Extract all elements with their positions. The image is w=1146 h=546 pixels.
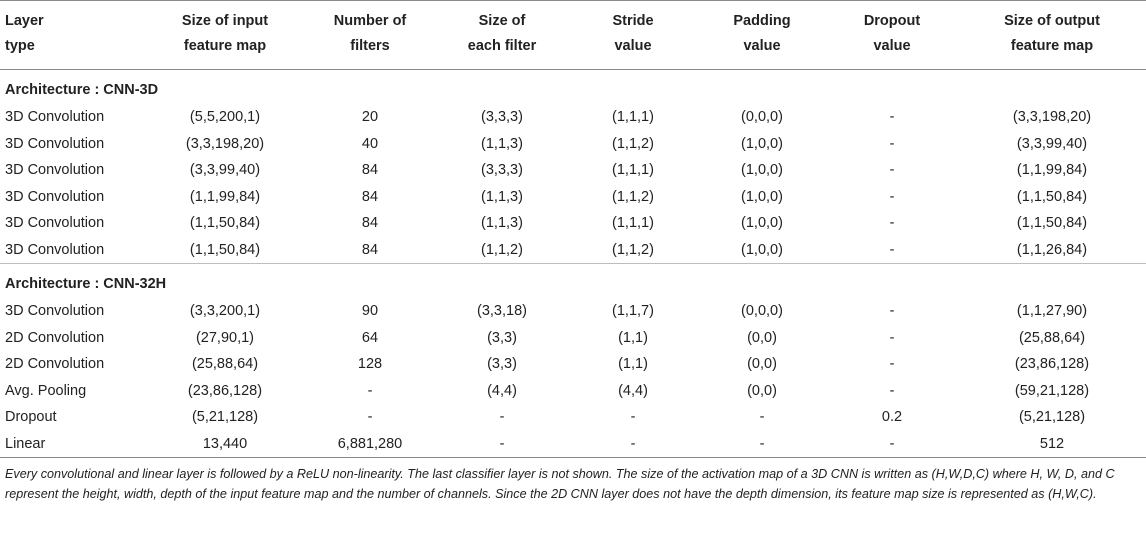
table-cell: (1,1,50,84) [189,241,261,258]
table-cell: (1,1) [618,329,648,346]
table-cell: (1,1,99,84) [1016,162,1088,178]
table-cell: (1,0,0) [741,135,783,152]
table-cell: (3,3) [487,329,517,346]
table-cell: Linear [5,435,46,452]
table-cell: (1,1,2) [612,135,654,152]
table-cell: - [889,215,895,231]
table-cell: (1,1,99,84) [189,188,261,205]
table-cell: 3D Convolution [5,162,105,178]
table-cell: - [889,109,895,125]
table-cell: (1,1,1) [612,109,654,125]
table-cell: (4,4) [618,382,648,399]
table-cell: (1,1,3) [481,188,523,205]
table-cell: 512 [1039,435,1065,452]
table-cell: (0,0,0) [741,109,783,125]
table-cell: (1,0,0) [741,215,783,231]
table-cell: - [499,409,505,425]
table-row [0,325,1146,352]
table-cell: (0,0) [747,382,777,399]
table-cell: 3D Convolution [5,303,105,319]
table-cell: (1,1,50,84) [1016,188,1088,205]
table-cell: (4,4) [487,382,517,399]
table-cell: 3D Convolution [5,215,105,231]
table-cell: 3D Convolution [5,188,105,205]
table-cell: (3,3,99,40) [1016,135,1088,152]
table-row [0,431,1146,458]
table-cell: - [889,435,895,452]
table-cell: 13,440 [202,435,248,452]
header-num-filters: Number of filters [333,13,407,54]
table-cell: (3,3,198,20) [185,135,265,152]
table-cell: Avg. Pooling [5,382,87,399]
table-cell: (1,1,50,84) [189,215,261,231]
table-cell: (23,86,128) [187,382,263,399]
table-cell: - [889,356,895,372]
header-layer-type: Layer type [5,13,44,54]
table-cell: (23,86,128) [1014,356,1090,372]
table-cell: (1,1,27,90) [1016,303,1088,319]
table-cell: (1,1,1) [612,162,654,178]
header-padding: Padding value [733,13,791,54]
table-cell: (1,0,0) [741,162,783,178]
table-cell: 40 [361,135,379,152]
section-title-row [0,70,1146,105]
table-cell: - [499,435,505,452]
table-cell: (1,1,26,84) [1016,241,1088,258]
table-cell: (59,21,128) [1014,382,1090,399]
table-cell: 84 [361,188,379,205]
table-cell: 3D Convolution [5,135,105,152]
table-footnote: Every convolutional and linear layer is followed by a ReLU non-linearity. The last classifier layer is not shown. The size of the activation map of a 3D CNN is written as (H,W,D,C) where H, W, D, and C represent the height, width, depth of the input feature map and the number of channels. Since the 2D CNN layer does not have the depth dimension, its feature map size is represented as (H,W,C). [5,467,1115,501]
table-cell: - [889,135,895,152]
table-cell: 84 [361,162,379,178]
table-cell: (1,1,2) [481,241,523,258]
table-cell: (1,1,3) [481,135,523,152]
table-cell: 84 [361,215,379,231]
table-cell: 128 [357,356,383,372]
section-title: Architecture : CNN-3D [5,82,159,98]
table-cell: 3D Convolution [5,241,105,258]
table-cell: (3,3,200,1) [189,303,261,319]
table-cell: (3,3) [487,356,517,372]
table-cell: Dropout [5,409,57,425]
table-cell: - [889,329,895,346]
table-cell: 64 [361,329,379,346]
table-cell: - [630,435,636,452]
table-cell: 3D Convolution [5,109,105,125]
table-cell: (3,3,18) [477,303,527,319]
table-cell: (1,1,2) [612,241,654,258]
section-title: Architecture : CNN-32H [5,276,167,292]
table-cell: (1,1,3) [481,215,523,231]
table-cell: (1,0,0) [741,241,783,258]
table-cell: (5,5,200,1) [189,109,261,125]
table-cell: (1,1,2) [612,188,654,205]
header-stride: Stride value [612,13,654,54]
table-cell: (5,21,128) [191,409,259,425]
table-row [0,184,1146,211]
table-cell: (3,3,99,40) [189,162,261,178]
table-row [0,131,1146,158]
table-cell: 6,881,280 [337,435,403,452]
table-cell: (27,90,1) [195,329,255,346]
table-cell: 0.2 [881,409,903,425]
table-row [0,210,1146,237]
table-cell: 20 [361,109,379,125]
table-cell: 90 [361,303,379,319]
table-row [0,104,1146,131]
table-cell: - [367,409,373,425]
table-cell: (0,0,0) [741,303,783,319]
table-cell: - [889,241,895,258]
table-cell: (1,0,0) [741,188,783,205]
header-row [0,1,1146,70]
table-cell: (3,3,198,20) [1012,109,1092,125]
table-cell: (0,0) [747,356,777,372]
table-cell: (1,1,50,84) [1016,215,1088,231]
table-cell: - [889,162,895,178]
table-cell: - [759,435,765,452]
table-cell: (3,3,3) [481,162,523,178]
table-row [0,378,1146,405]
header-output-size: Size of output feature map [1004,13,1100,54]
table-cell: 2D Convolution [5,329,105,346]
table-row [0,351,1146,378]
table-row [0,298,1146,325]
table-cell: (3,3,3) [481,109,523,125]
table-cell: - [889,303,895,319]
section-title-row [0,264,1146,299]
table-cell: (1,1,7) [612,303,654,319]
header-dropout: Dropout value [863,13,921,54]
table-cell: (0,0) [747,329,777,346]
table-cell: 84 [361,241,379,258]
table-cell: (5,21,128) [1018,409,1086,425]
table-cell: (25,88,64) [191,356,259,372]
header-input-size: Size of input feature map [181,13,269,54]
table-cell: 2D Convolution [5,356,105,372]
table-row [0,157,1146,184]
table-cell: (1,1) [618,356,648,372]
table-row [0,237,1146,264]
table-cell: - [759,409,765,425]
header-filter-size: Size of each filter [467,13,537,54]
table-cell: - [367,382,373,399]
table-cell: - [630,409,636,425]
table-row [0,404,1146,431]
table-cell: - [889,188,895,205]
table-cell: (1,1,1) [612,215,654,231]
table-cell: - [889,382,895,399]
table-cell: (25,88,64) [1018,329,1086,346]
